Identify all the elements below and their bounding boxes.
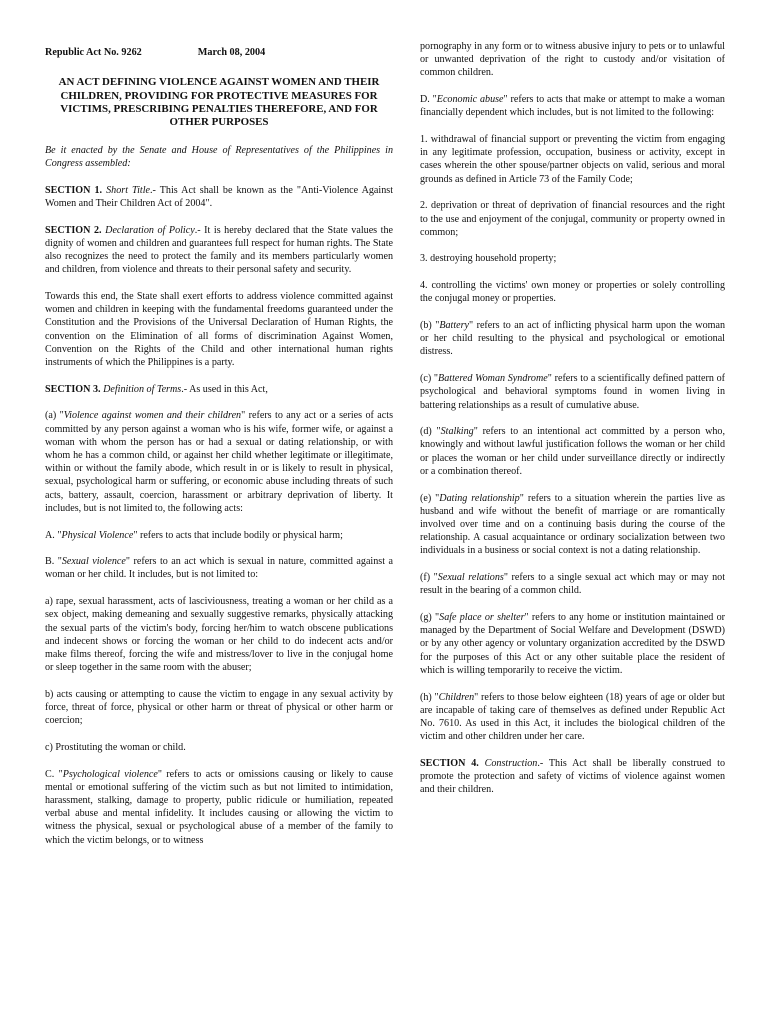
definition-dating-relationship: (e) "Dating relationship" refers to a situation wherein the parties live as husband and wife without the benefit of marriage or are romantically involved over time and on a continuing basis during the course of the relationship. A casual acquaintance or ordinary socialization between two individuals in a business or social context is not a dating relationship. bbox=[420, 492, 725, 557]
section-heading: SECTION 4. bbox=[420, 757, 479, 769]
definition-battery: (b) "Battery" refers to an act of inflicting physical harm upon the woman or her child resulting to the physical and psychological or emotional distress. bbox=[420, 320, 726, 358]
section-heading: SECTION 3. bbox=[45, 383, 101, 395]
defined-term: Safe place or shelter bbox=[439, 612, 525, 623]
section-heading: SECTION 2. bbox=[45, 224, 102, 236]
act-number: Republic Act No. 9262 bbox=[45, 47, 142, 58]
section-3: SECTION 3. Definition of Terms.- As used in this Act, bbox=[45, 383, 268, 395]
act-title: AN ACT DEFINING VIOLENCE AGAINST WOMEN AND THEIR CHILDREN, PROVIDING FOR PROTECTIVE MEASURES FOR VICTIMS, PRESCRIBING PENALTIES THEREFORE, AND FOR OTHER PURPOSES bbox=[58, 76, 380, 129]
defined-term: Dating relationship bbox=[439, 492, 520, 504]
definition-children: (h) "Children" refers to those below eighteen (18) years of age or older but are incapable of taking care of themselves as defined under Republic Act No. 7610. As used in this Act, it includes the biological children of the victim and other children under her care. bbox=[420, 691, 725, 743]
defined-term: Sexual violence bbox=[61, 556, 126, 568]
defined-term: Violence against women and their children bbox=[63, 410, 242, 422]
section-heading: SECTION 1. bbox=[45, 184, 103, 196]
definition-stalking: (d) "Stalking" refers to an intentional act committed by a person who, knowingly and without lawful justification follows the woman or her child or places the woman or her child under surveillance directly or indirectly or a combination thereof. bbox=[420, 426, 725, 477]
economic-abuse-item-3: 3. destroying household property; bbox=[420, 253, 557, 265]
defined-term: Psychological violence bbox=[62, 768, 158, 780]
economic-abuse-item-4: 4. controlling the victims' own money or properties or solely controlling the conjugal money or properties. bbox=[420, 280, 725, 305]
section-title: Declaration of Policy bbox=[105, 224, 195, 236]
section-4: SECTION 4. Construction.- This Act shall be liberally construed to promote the protection and safety of victims of violence against women and their children. bbox=[420, 757, 725, 796]
continuation-paragraph: pornography in any form or to witness abusive injury to pets or to unlawful or unwanted deprivation of the right to custody and/or visitation of common children. bbox=[420, 41, 725, 79]
section-2: SECTION 2. Declaration of Policy.- It is hereby declared that the State values the dignity of women and children and guarantees full respect for human rights. The State also recognizes the need to protect the family and its members particularly women and children, from violence and threats to their personal safety and security. bbox=[45, 224, 393, 276]
act-date: March 08, 2004 bbox=[197, 47, 266, 58]
definition-sexual-relations: (f) "Sexual relations" refers to a single sexual act which may or may not result in the bearing of a common child. bbox=[420, 572, 726, 597]
section-1: SECTION 1. Short Title.- This Act shall be known as the "Anti-Violence Against Women and Their Children Act of 2004". bbox=[45, 184, 393, 209]
definition-physical-violence: A. "Physical Violence" refers to acts that include bodily or physical harm; bbox=[45, 529, 343, 541]
right-column bbox=[420, 40, 725, 810]
defined-term: Children bbox=[438, 691, 475, 703]
economic-abuse-item-2: 2. deprivation or threat of deprivation of financial resources and the right to the use and enjoyment of the conjugal, community or property owned in common; bbox=[420, 200, 725, 238]
section-title: Short Title bbox=[106, 184, 150, 196]
defined-term: Economic abuse bbox=[436, 94, 504, 106]
definition-battered-woman-syndrome: (c) "Battered Woman Syndrome" refers to a scientifically defined pattern of psychological and behavioral symptoms found in women living in battering relationships as a result of cumulative abuse. bbox=[420, 373, 725, 411]
definition-economic-abuse: D. "Economic abuse" refers to acts that make or attempt to make a woman financially dependent which includes, but is not limited to the following: bbox=[420, 94, 725, 119]
definition-a: (a) "Violence against women and their children" refers to any act or a series of acts committed by any person against a woman who is his wife, former wife, or against a woman with whom the person has or had a sexual or dating relationship, or with whom he has a common child, or against her child whether legitimate or illegitimate, within or without the family abode, which result in or is likely to result in physical, sexual, psychological harm or suffering, or economic abuse including threats of such acts, battery, assault, coercion, harassment or arbitrary deprivation of liberty. It includes, but is not limited to, the following acts: bbox=[45, 410, 393, 514]
defined-term: Battered Woman Syndrome bbox=[438, 373, 548, 385]
economic-abuse-item-1: 1. withdrawal of financial support or preventing the victim from engaging in any legitimate profession, occupation, business or activity, except in cases wherein the other spouse/partner objects on valid, serious and moral grounds as defined in Article 73 of the Family Code; bbox=[420, 134, 725, 185]
defined-term: Sexual relations bbox=[437, 572, 504, 584]
section-title: Construction bbox=[484, 757, 538, 769]
definition-psychological-violence: C. "Psychological violence" refers to acts or omissions causing or likely to cause mental or emotional suffering of the victim such as but not limited to intimidation, harassment, stalking, damage to property, public ridicule or humiliation, repeated verbal abuse and mental infidelity. It includes causing or allowing the victim to witness the physical, sexual or psychological abuse of a member of the family to which the victim belongs, or to witness bbox=[45, 768, 393, 846]
sexual-violence-item-a: a) rape, sexual harassment, acts of lasciviousness, treating a woman or her child as a sex object, making demeaning and sexually suggestive remarks, physically attacking the sexual parts of the victim's body, forcing her/him to watch obscene publications and indecent shows or forcing the woman or her child to do indecent acts and/or make films thereof, forcing the wife and mistress/lover to live in the conjugal home or sleep together in the same room with the abuser; bbox=[45, 596, 393, 674]
enacting-clause: Be it enacted by the Senate and House of Representatives of the Philippines in Congress assembled: bbox=[45, 144, 393, 170]
sexual-violence-item-c: c) Prostituting the woman or child. bbox=[45, 741, 186, 753]
paragraph-towards: Towards this end, the State shall exert efforts to address violence committed against women and children in keeping with the fundamental freedoms guaranteed under the Constitution and the Provisions of the Universal Declaration of Human Rights, the convention on the Elimination of all forms of discrimination Against Women, Convention on the Rights of the Child and other international human rights instruments of which the Philippines is a party. bbox=[45, 290, 393, 368]
section-title: Definition of Terms bbox=[103, 383, 182, 395]
definition-safe-place: (g) "Safe place or shelter" refers to any home or institution maintained or managed by the Department of Social Welfare and Development (DSWD) or by any other agency or voluntary organization accredited by the DSWD for the purposes of this Act or any other suitable place the resident of which is willing temporarily to receive the victim. bbox=[420, 612, 725, 676]
left-column bbox=[45, 40, 393, 860]
act-header bbox=[45, 46, 393, 59]
defined-term: Physical Violence bbox=[61, 529, 134, 541]
sexual-violence-item-b: b) acts causing or attempting to cause the victim to engage in any sexual activity by force, threat of force, physical or other harm or threat of physical or other harm or coercion; bbox=[45, 688, 393, 727]
defined-term: Stalking bbox=[440, 426, 474, 438]
defined-term: Battery bbox=[439, 320, 470, 332]
definition-sexual-violence: B. "Sexual violence" refers to an act which is sexual in nature, committed against a woman or her child. It includes, but is not limited to: bbox=[45, 556, 393, 581]
